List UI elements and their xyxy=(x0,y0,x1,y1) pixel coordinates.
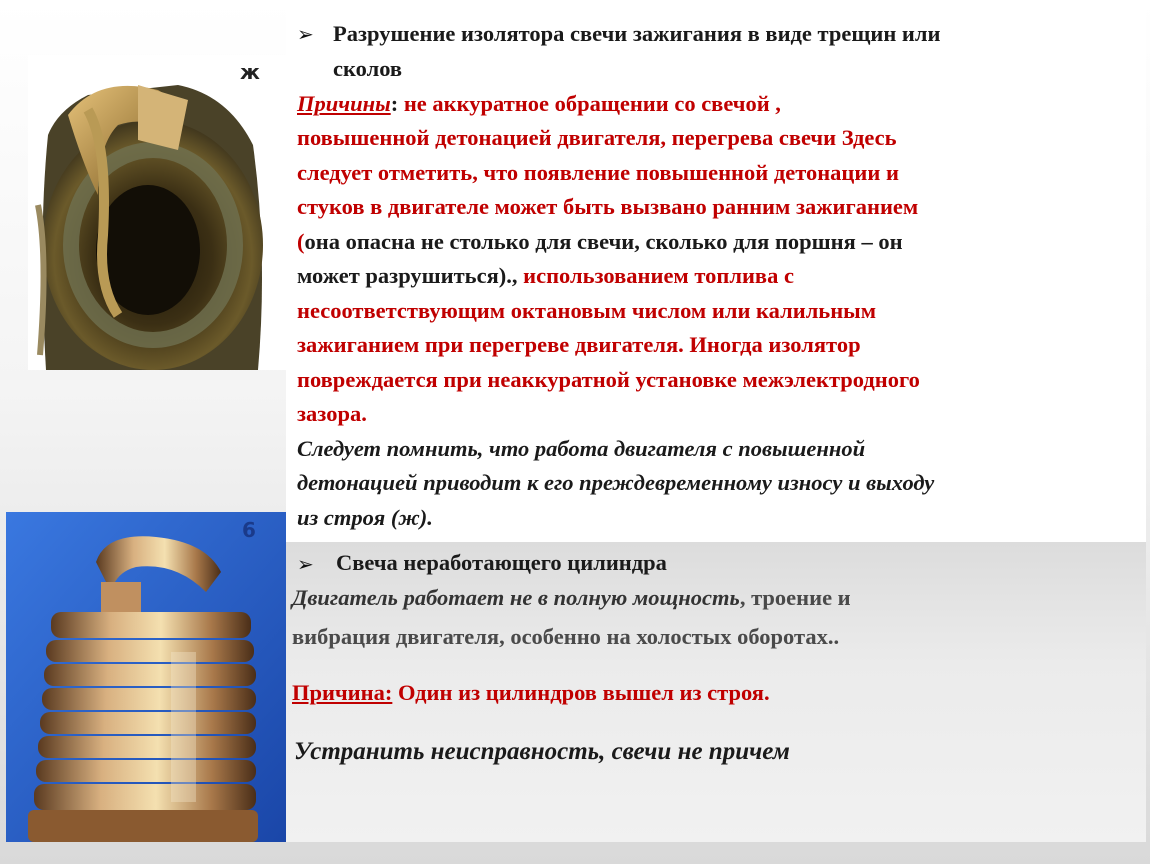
paren-open: ( xyxy=(297,229,305,254)
causes-colon: : xyxy=(390,91,399,116)
cause-text-8: зажиганием при перегреве двигателя. Иногда изолятор xyxy=(297,332,861,357)
section2-heading: Свеча неработающего цилиндра xyxy=(336,550,667,575)
bullet-arrow-icon: ➢ xyxy=(297,22,314,46)
symptom-rest: , троение и xyxy=(739,585,851,610)
note-line-3: из строя (ж). xyxy=(297,505,433,530)
section1-heading-line1: Разрушение изолятора свечи зажигания в виде трещин или xyxy=(333,21,941,46)
cause-line xyxy=(292,676,770,711)
cause-text-1: не аккуратное обращении со свечой , xyxy=(403,91,781,116)
spark-plug-idle-cylinder-photo xyxy=(6,512,286,842)
section1-heading-line2: сколов xyxy=(333,56,403,81)
fuel-cause: использованием топлива с xyxy=(523,263,794,288)
piston-note: она опасна не столько для свечи, сколько для поршня – он xyxy=(304,229,903,254)
piston-note-end: может разрушиться)., xyxy=(297,263,518,288)
causes-label: Причины xyxy=(297,91,391,116)
bullet-arrow-icon: ➢ xyxy=(297,552,314,576)
note-line-1: Следует помнить, что работа двигателя с повышенной xyxy=(297,436,866,461)
figure-label-6: 6 xyxy=(242,518,256,542)
fix-text: Устранить неисправность, свечи не причем xyxy=(294,738,790,765)
figure-label-zh: ж xyxy=(240,60,260,84)
cause-text-9: повреждается при неаккуратной установке межэлектродного xyxy=(297,367,920,392)
cause-text-4: стуков в двигателе может быть вызвано ранним зажиганием xyxy=(297,194,919,219)
spark-plug-cracked-illustration xyxy=(28,55,286,370)
symptom-line-2: вибрация двигателя, особенно на холостых оборотах.. xyxy=(292,624,840,649)
cause-text-7: несоответствующим октановым числом или калильным xyxy=(297,298,877,323)
cause-text: Один из цилиндров вышел из строя. xyxy=(392,680,770,705)
cause-text-5 xyxy=(297,225,903,260)
cause-text-6 xyxy=(297,259,794,294)
symptom-line-1 xyxy=(292,581,851,616)
note-line-2: детонацией приводит к его преждевременному износу и выходу xyxy=(297,470,935,495)
cause-text-3: следует отметить, что появление повышенной детонации и xyxy=(297,160,899,185)
causes-line-1 xyxy=(297,87,781,122)
cause-label: Причина: xyxy=(292,680,393,705)
cause-text-10: зазора. xyxy=(297,401,367,426)
spark-plug-threaded-illustration xyxy=(6,512,286,842)
spark-plug-cracked-photo xyxy=(28,55,286,370)
cause-text-2: повышенной детонацией двигателя, перегрева свечи Здесь xyxy=(297,125,897,150)
symptom-italic: Двигатель работает не в полную мощность xyxy=(292,585,740,610)
